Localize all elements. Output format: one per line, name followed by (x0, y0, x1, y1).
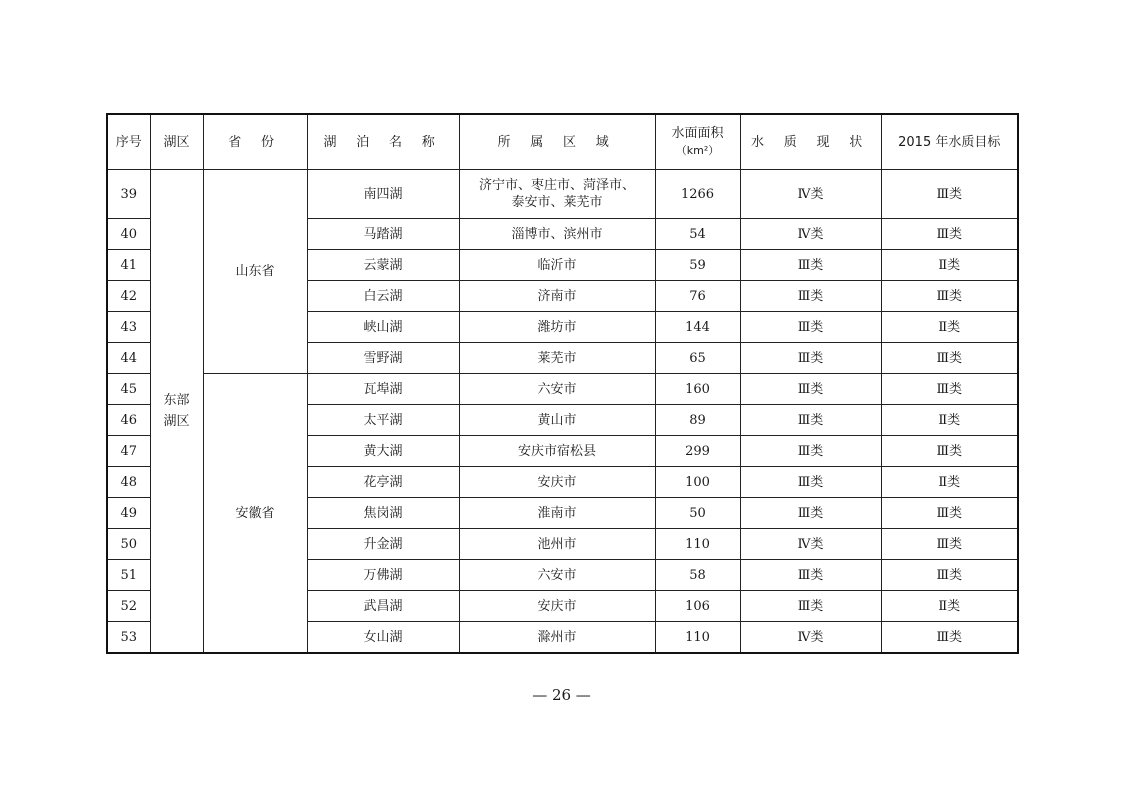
cell-water-area: 160 (655, 374, 740, 405)
cell-quality-status: Ⅲ类 (740, 560, 881, 591)
cell-seq: 43 (107, 312, 150, 343)
cell-seq: 44 (107, 343, 150, 374)
cell-seq: 39 (107, 170, 150, 219)
header-target-2015: 2015 年水质目标 (881, 114, 1018, 170)
cell-water-area: 144 (655, 312, 740, 343)
cell-target: Ⅲ类 (881, 281, 1018, 312)
cell-seq: 47 (107, 436, 150, 467)
cell-quality-status: Ⅳ类 (740, 622, 881, 654)
cell-lake-name: 武昌湖 (307, 591, 459, 622)
table-row (107, 170, 1018, 219)
cell-quality-status: Ⅲ类 (740, 343, 881, 374)
cell-target: Ⅲ类 (881, 343, 1018, 374)
cell-area: 临沂市 (459, 250, 655, 281)
cell-province-anhui: 安徽省 (203, 374, 307, 654)
cell-lake-name: 万佛湖 (307, 560, 459, 591)
cell-water-area: 1266 (655, 170, 740, 219)
header-lake-zone: 湖区 (150, 114, 203, 170)
cell-quality-status: Ⅲ类 (740, 281, 881, 312)
cell-area: 池州市 (459, 529, 655, 560)
header-area: 所 属 区 域 (459, 114, 655, 170)
header-water-area (655, 114, 740, 170)
cell-area: 六安市 (459, 374, 655, 405)
cell-water-area: 65 (655, 343, 740, 374)
cell-quality-status: Ⅲ类 (740, 312, 881, 343)
cell-quality-status: Ⅳ类 (740, 219, 881, 250)
cell-seq: 53 (107, 622, 150, 654)
cell-quality-status: Ⅲ类 (740, 436, 881, 467)
header-province: 省 份 (203, 114, 307, 170)
header-water-area-label: 水面面积 (671, 126, 724, 141)
cell-seq: 45 (107, 374, 150, 405)
table-row (107, 374, 1018, 405)
cell-target: Ⅲ类 (881, 219, 1018, 250)
cell-target: Ⅲ类 (881, 436, 1018, 467)
cell-lake-name: 黄大湖 (307, 436, 459, 467)
cell-area: 潍坊市 (459, 312, 655, 343)
cell-lake-zone (150, 170, 203, 654)
cell-seq: 42 (107, 281, 150, 312)
cell-lake-name: 峡山湖 (307, 312, 459, 343)
cell-target: Ⅱ类 (881, 312, 1018, 343)
cell-water-area: 110 (655, 529, 740, 560)
header-seq: 序号 (107, 114, 150, 170)
cell-target: Ⅲ类 (881, 498, 1018, 529)
cell-seq: 50 (107, 529, 150, 560)
cell-target: Ⅱ类 (881, 467, 1018, 498)
cell-seq: 41 (107, 250, 150, 281)
cell-lake-name: 白云湖 (307, 281, 459, 312)
lake-water-quality-table (106, 113, 1019, 654)
cell-water-area: 59 (655, 250, 740, 281)
cell-target: Ⅱ类 (881, 405, 1018, 436)
cell-seq: 40 (107, 219, 150, 250)
cell-quality-status: Ⅲ类 (740, 591, 881, 622)
cell-area: 淮南市 (459, 498, 655, 529)
cell-area: 黄山市 (459, 405, 655, 436)
cell-target: Ⅲ类 (881, 170, 1018, 219)
cell-seq: 52 (107, 591, 150, 622)
cell-water-area: 110 (655, 622, 740, 654)
cell-area: 济南市 (459, 281, 655, 312)
cell-lake-name: 花亭湖 (307, 467, 459, 498)
cell-seq: 49 (107, 498, 150, 529)
cell-area: 滁州市 (459, 622, 655, 654)
cell-lake-name: 南四湖 (307, 170, 459, 219)
cell-water-area: 89 (655, 405, 740, 436)
cell-water-area: 54 (655, 219, 740, 250)
page-number: — 26 — (532, 686, 591, 704)
cell-water-area: 106 (655, 591, 740, 622)
cell-target: Ⅱ类 (881, 591, 1018, 622)
cell-quality-status: Ⅲ类 (740, 467, 881, 498)
table-header-row (107, 114, 1018, 170)
cell-area: 安庆市宿松县 (459, 436, 655, 467)
cell-quality-status: Ⅲ类 (740, 498, 881, 529)
cell-water-area: 76 (655, 281, 740, 312)
cell-lake-name: 雪野湖 (307, 343, 459, 374)
cell-quality-status: Ⅳ类 (740, 529, 881, 560)
cell-area: 淄博市、滨州市 (459, 219, 655, 250)
cell-area (459, 170, 655, 219)
cell-seq: 51 (107, 560, 150, 591)
cell-area: 莱芜市 (459, 343, 655, 374)
cell-lake-name: 女山湖 (307, 622, 459, 654)
cell-quality-status: Ⅲ类 (740, 374, 881, 405)
cell-target: Ⅱ类 (881, 250, 1018, 281)
cell-area: 安庆市 (459, 467, 655, 498)
cell-target: Ⅲ类 (881, 529, 1018, 560)
cell-water-area: 299 (655, 436, 740, 467)
cell-area-line-2: 泰安市、莱芜市 (511, 195, 603, 210)
cell-lake-name: 云蒙湖 (307, 250, 459, 281)
cell-water-area: 58 (655, 560, 740, 591)
cell-seq: 48 (107, 467, 150, 498)
cell-lake-name: 太平湖 (307, 405, 459, 436)
cell-lake-name: 马踏湖 (307, 219, 459, 250)
cell-water-area: 100 (655, 467, 740, 498)
cell-target: Ⅲ类 (881, 560, 1018, 591)
header-water-area-unit: （km²） (675, 144, 720, 157)
cell-lake-name: 升金湖 (307, 529, 459, 560)
cell-province-shandong: 山东省 (203, 170, 307, 374)
cell-area: 六安市 (459, 560, 655, 591)
lake-zone-line-2: 湖区 (163, 414, 190, 429)
cell-lake-name: 焦岗湖 (307, 498, 459, 529)
cell-quality-status: Ⅳ类 (740, 170, 881, 219)
header-lake-name: 湖 泊 名 称 (307, 114, 459, 170)
header-quality-status: 水 质 现 状 (740, 114, 881, 170)
cell-water-area: 50 (655, 498, 740, 529)
cell-quality-status: Ⅲ类 (740, 250, 881, 281)
cell-area: 安庆市 (459, 591, 655, 622)
cell-quality-status: Ⅲ类 (740, 405, 881, 436)
cell-area-line-1: 济宁市、枣庄市、菏泽市、 (478, 178, 635, 193)
cell-target: Ⅲ类 (881, 622, 1018, 654)
lake-zone-line-1: 东部 (163, 393, 190, 408)
cell-target: Ⅲ类 (881, 374, 1018, 405)
cell-seq: 46 (107, 405, 150, 436)
cell-lake-name: 瓦埠湖 (307, 374, 459, 405)
